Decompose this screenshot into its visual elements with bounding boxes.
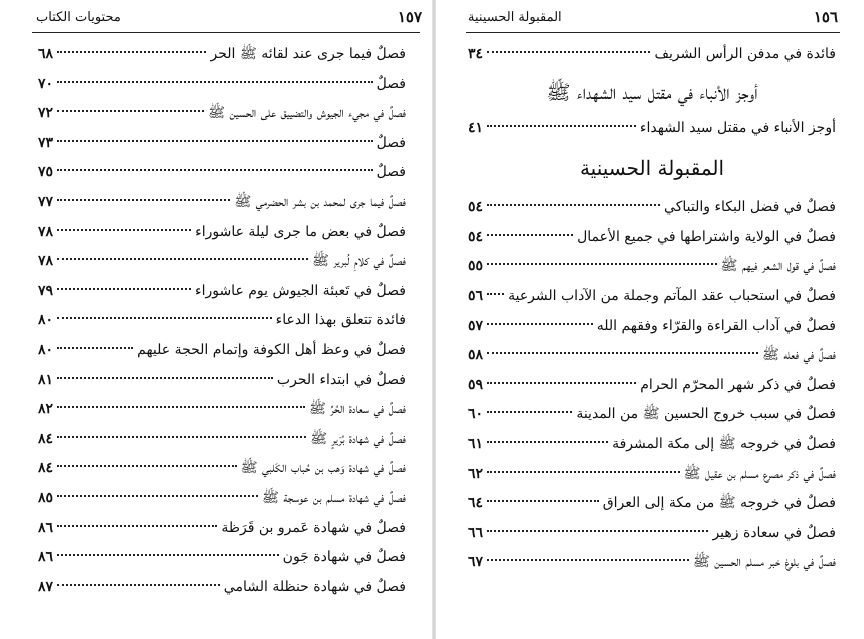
toc-entry-title: فصلٌ في بلوغ خبر مسلم الحسين ﷺ	[692, 554, 836, 571]
toc-entry[interactable]	[38, 366, 406, 396]
toc-entry-title: فصلٌ في قول الشعر فيهم ﷺ	[720, 258, 836, 275]
toc-entry[interactable]	[468, 114, 836, 144]
toc-leader-dots	[57, 554, 279, 556]
toc-entry-title: فصلٌ فيما جرى لمحمد بن بشر الحضرمي ﷺ	[234, 193, 406, 210]
left-toc-list	[38, 40, 406, 602]
toc-entry-title: فصلٌ في شهادة وَهب بن حُباب الكَلبي ﷺ	[240, 460, 406, 477]
toc-entry-page: ٦٤	[468, 495, 484, 512]
toc-leader-dots	[57, 81, 373, 83]
toc-entry-page: ٥٤	[468, 228, 484, 245]
toc-entry-title: فصلٌ في بعض ما جرى ليلة عاشوراء	[195, 223, 406, 240]
toc-entry-page: ٨٦	[38, 519, 54, 536]
toc-entry[interactable]	[38, 395, 406, 425]
toc-entry-page: ٨٤	[38, 430, 54, 447]
toc-entry[interactable]	[468, 519, 836, 549]
toc-leader-dots	[57, 199, 230, 201]
toc-entry-title: أوجز الأنباء في مقتل سيد الشهداء	[639, 119, 836, 136]
toc-leader-dots	[487, 559, 689, 561]
toc-entry[interactable]	[468, 430, 836, 460]
toc-entry-title: فائدة في مدفن الرأس الشريف	[654, 46, 836, 62]
toc-entry-page: ٨٠	[38, 312, 54, 329]
section-heading: المقبولة الحسينية	[579, 156, 725, 181]
toc-leader-dots	[487, 382, 636, 384]
toc-entry[interactable]	[38, 336, 406, 366]
toc-leader-dots	[487, 125, 636, 127]
toc-leader-dots	[57, 229, 191, 231]
toc-entry-page: ٤١	[468, 119, 484, 136]
toc-entry-title: فصلٌ	[376, 75, 406, 92]
toc-leader-dots	[487, 441, 608, 443]
toc-entry-title: فصلٌ في خروجه ﷺ إلى مكة المشرفة	[612, 435, 836, 452]
toc-entry-page: ٥٤	[468, 199, 484, 216]
toc-entry[interactable]	[468, 282, 836, 312]
toc-entry-page: ٨٠	[38, 341, 54, 358]
toc-entry-page: ٦١	[468, 435, 484, 452]
toc-leader-dots	[487, 352, 758, 354]
toc-leader-dots	[57, 288, 191, 290]
toc-entry-title: فائدة تتعلق بهذا الدعاء	[275, 312, 406, 329]
toc-entry[interactable]	[38, 218, 406, 248]
left-header-title: محتويات الكتاب	[36, 9, 121, 25]
toc-entry[interactable]	[38, 573, 406, 603]
toc-entry[interactable]	[38, 425, 406, 455]
toc-entry-title: فصلٌ في مجيء الجيوش والتضييق على الحسين ﷺ	[208, 105, 406, 122]
right-page-number: ١٥٦	[813, 8, 838, 26]
toc-entry-title: فصلٌ في فضل البكاء والتباكي	[664, 199, 836, 216]
toc-entry[interactable]	[38, 247, 406, 277]
toc-entry-title: فصلٌ في ابتداء الحرب	[276, 371, 406, 388]
right-toc-sublist	[468, 193, 836, 578]
toc-entry-page: ٧٨	[38, 253, 54, 270]
toc-entry-title: فصلٌ في ذكر شهر المحرّم الحرام	[640, 376, 836, 393]
toc-entry-title: فصلٌ	[376, 164, 406, 181]
toc-entry-page: ٦٨	[38, 46, 54, 62]
toc-entry-title: فصلٌ في سعادة زهير	[712, 524, 836, 541]
toc-leader-dots	[487, 263, 716, 265]
toc-entry-title: فصلٌ في شهادة حنظلة الشامي	[223, 578, 406, 595]
toc-leader-dots	[57, 140, 373, 142]
toc-entry-title: فصلٌ في خروجه ﷺ من مكة إلى العراق	[602, 495, 836, 512]
toc-leader-dots	[487, 204, 660, 206]
toc-entry-title: فصلٌ في ذكر مصرع مسلم بن عقيل ﷺ	[683, 465, 836, 482]
toc-leader-dots	[487, 323, 593, 325]
toc-entry-page: ٧٢	[38, 105, 54, 122]
toc-leader-dots	[57, 258, 308, 260]
toc-entry-page: ٥٥	[468, 258, 484, 275]
left-page-number: ١٥٧	[397, 8, 422, 26]
toc-entry[interactable]	[38, 99, 406, 129]
toc-entry[interactable]	[468, 40, 836, 70]
toc-entry[interactable]	[468, 252, 836, 282]
toc-leader-dots	[57, 347, 133, 349]
toc-entry-page: ٧٥	[38, 164, 54, 181]
toc-entry[interactable]	[38, 306, 406, 336]
right-header-title: المقبولة الحسينية	[468, 9, 562, 25]
toc-entry[interactable]	[38, 40, 406, 70]
toc-entry-page: ٧٠	[38, 75, 54, 92]
toc-entry-page: ٣٤	[468, 46, 484, 62]
left-page-header	[36, 6, 422, 28]
left-page	[0, 0, 430, 639]
toc-leader-dots	[57, 377, 273, 379]
toc-entry[interactable]	[468, 312, 836, 342]
toc-entry-page: ٧٣	[38, 134, 54, 151]
toc-leader-dots	[487, 234, 573, 236]
toc-entry-page: ٨٧	[38, 578, 54, 595]
toc-entry-page: ٥٧	[468, 317, 484, 334]
toc-entry-title: فصلٌ في شهادة بُرَيرٍ ﷺ	[310, 430, 406, 447]
toc-entry-title: فصلٌ في تَعبئة الجيوش يوم عاشوراء	[194, 282, 406, 299]
toc-entry-title: فصلٌ في سعادة الحُرِّ ﷺ	[308, 401, 406, 418]
toc-leader-dots	[487, 530, 708, 532]
toc-entry-title: فصلٌ في استحباب عقد المآتم وجملة من الآداب الشرعية	[508, 287, 836, 304]
right-toc-list	[468, 40, 836, 578]
toc-leader-dots	[487, 411, 572, 413]
toc-entry-page: ٨٢	[38, 401, 54, 418]
toc-entry-page: ٦٦	[468, 524, 484, 541]
toc-leader-dots	[487, 500, 599, 502]
toc-entry-page: ٧٨	[38, 223, 54, 240]
toc-leader-dots	[57, 584, 220, 586]
toc-entry[interactable]	[468, 400, 836, 430]
toc-entry-page: ٨٤	[38, 460, 54, 477]
toc-leader-dots	[487, 293, 504, 295]
toc-entry-title: فصلٌ فيما جرى عند لقائه ﷺ الحر	[210, 46, 406, 62]
toc-leader-dots	[57, 465, 237, 467]
toc-leader-dots	[57, 525, 217, 527]
toc-leader-dots	[57, 436, 306, 438]
toc-entry-title: فصلٌ في آداب القراءة والقرّاء وفقهم الله	[596, 317, 836, 334]
toc-leader-dots	[57, 317, 272, 319]
toc-entry-page: ٥٩	[468, 376, 484, 393]
toc-entry-page: ٨٥	[38, 489, 54, 506]
left-header-rule	[32, 32, 420, 33]
toc-entry[interactable]	[468, 371, 836, 401]
toc-entry[interactable]	[38, 158, 406, 188]
section-heading: أوجز الأنباء في مقتل سيد الشهداء ﷺ	[546, 79, 758, 104]
toc-entry[interactable]	[468, 193, 836, 223]
toc-entry-page: ٨٦	[38, 549, 54, 566]
toc-entry-title: فصلٌ في فعله ﷺ	[762, 347, 836, 364]
toc-entry-page: ٦٠	[468, 406, 484, 423]
toc-entry-title: فصلٌ في سبب خروج الحسين ﷺ من المدينة	[576, 406, 836, 423]
toc-entry-page: ٨١	[38, 371, 54, 388]
toc-entry[interactable]	[38, 484, 406, 514]
toc-entry-page: ٧٧	[38, 193, 54, 210]
toc-entry[interactable]	[468, 341, 836, 371]
toc-entry-page: ٦٢	[468, 465, 484, 482]
toc-leader-dots	[57, 495, 258, 497]
toc-entry[interactable]	[38, 188, 406, 218]
toc-entry[interactable]	[468, 489, 836, 519]
toc-leader-dots	[57, 51, 206, 53]
toc-entry-page: ٥٨	[468, 347, 484, 364]
right-page-header	[468, 6, 838, 28]
right-header-rule	[466, 32, 840, 33]
toc-entry-page: ٥٦	[468, 287, 484, 304]
toc-entry-title: فصلٌ في شهادة جَون	[282, 549, 406, 566]
page-gutter	[432, 0, 436, 639]
toc-leader-dots	[487, 471, 679, 473]
toc-entry[interactable]	[38, 454, 406, 484]
toc-entry[interactable]	[38, 543, 406, 573]
toc-entry-page: ٧٩	[38, 282, 54, 299]
toc-leader-dots	[57, 406, 305, 408]
toc-entry[interactable]	[38, 514, 406, 544]
toc-entry[interactable]	[38, 277, 406, 307]
toc-entry-title: فصلٌ في الولاية واشتراطها في جميع الأعمال	[577, 228, 836, 245]
toc-entry[interactable]	[38, 129, 406, 159]
toc-entry-title: فصلٌ في كلامِ لُبرير ﷺ	[312, 253, 406, 270]
toc-leader-dots	[57, 110, 204, 112]
toc-entry[interactable]	[468, 460, 836, 490]
toc-entry-title: فصلٌ	[376, 134, 406, 151]
toc-entry-title: فصلٌ في وعظ أهل الكوفة وإتمام الحجة عليهم	[137, 341, 406, 358]
toc-entry[interactable]	[38, 70, 406, 100]
toc-entry[interactable]	[468, 223, 836, 253]
toc-leader-dots	[57, 169, 373, 171]
toc-entry-title: فصلٌ في شهادة عَمرو بن قَرَظة	[221, 519, 406, 536]
toc-leader-dots	[487, 51, 650, 53]
right-page	[438, 0, 864, 639]
toc-entry-page: ٦٧	[468, 554, 484, 571]
toc-entry[interactable]	[468, 548, 836, 578]
toc-entry-title: فصلٌ في شهادة مسلم بن عوسجة ﷺ	[262, 489, 406, 506]
